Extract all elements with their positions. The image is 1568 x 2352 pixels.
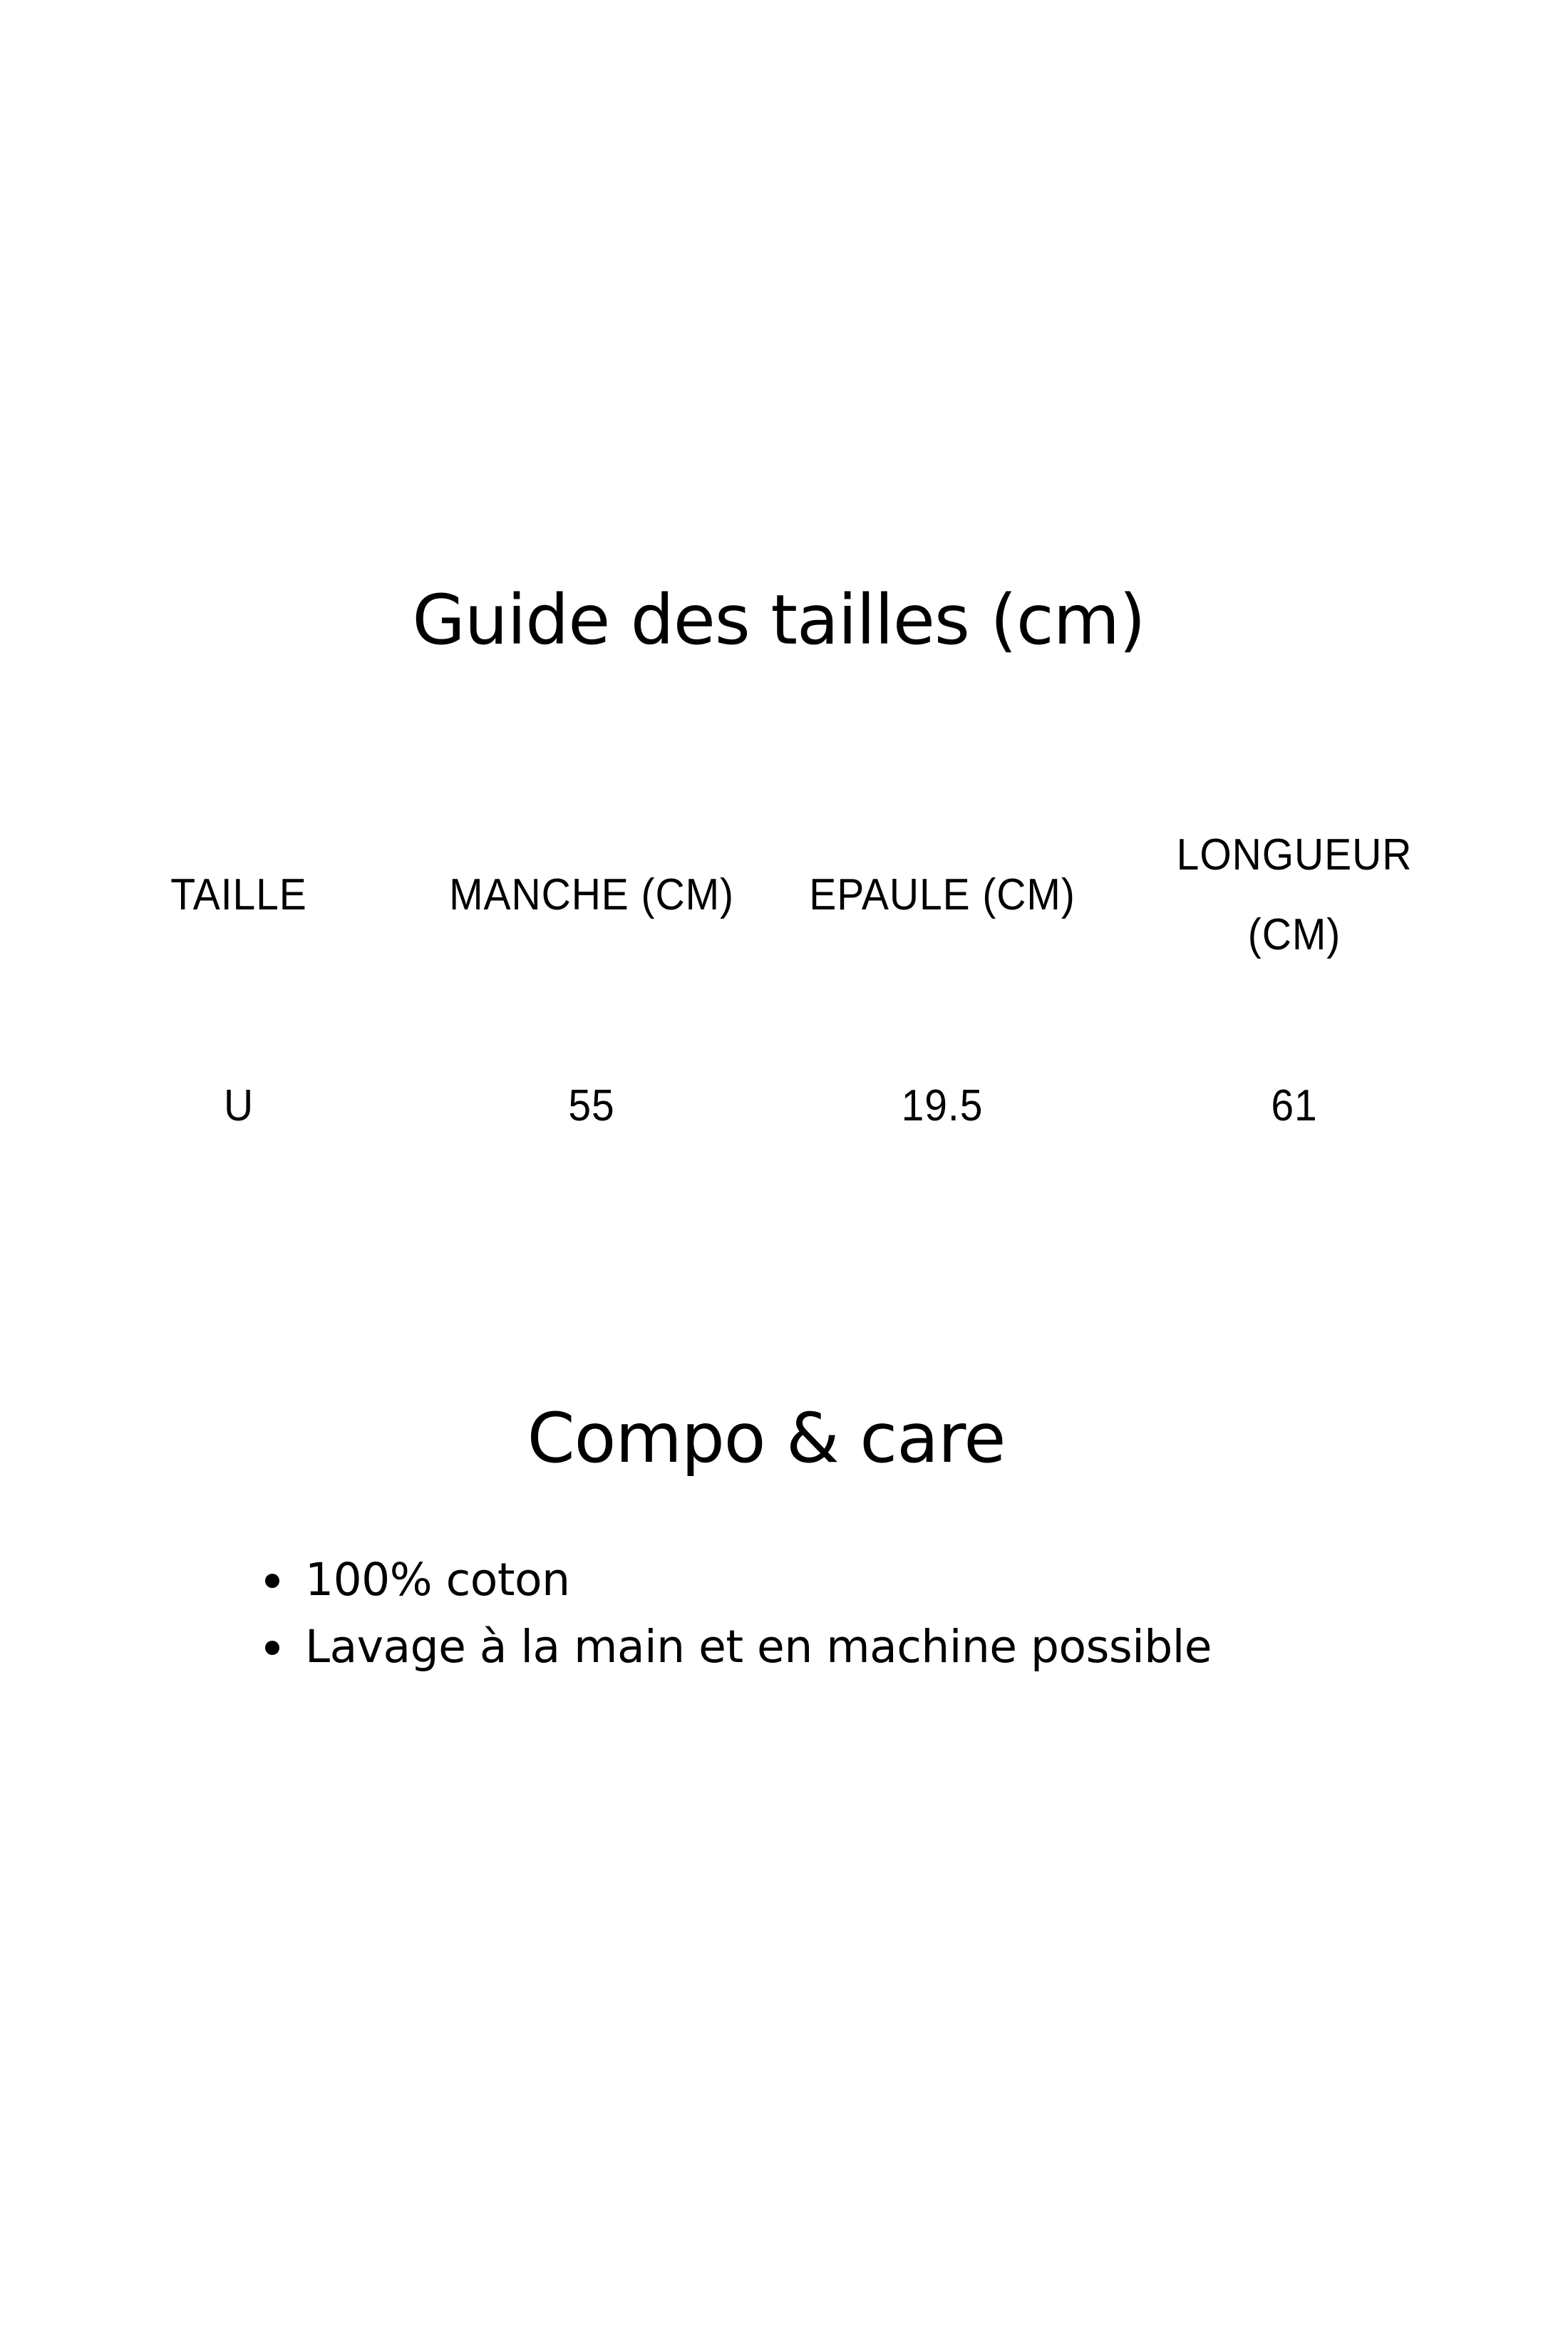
care-list <box>257 1547 1212 1681</box>
header-manche: MANCHE (CM) <box>449 870 734 919</box>
value-taille: U <box>223 1081 254 1130</box>
care-item <box>257 1614 1212 1681</box>
header-longueur-line1: LONGUEUR <box>1176 830 1413 880</box>
care-item-text: 100% coton <box>305 1554 570 1606</box>
header-taille: TAILLE <box>170 870 307 919</box>
bullet-icon <box>265 1641 279 1655</box>
header-epaule: EPAULE (CM) <box>809 870 1076 919</box>
care-item-text: Lavage à la main et en machine possible <box>305 1621 1212 1673</box>
care-title: Compo & care <box>527 1398 1006 1478</box>
care-item <box>257 1547 1212 1614</box>
value-epaule: 19.5 <box>901 1081 984 1130</box>
value-longueur: 61 <box>1271 1081 1318 1130</box>
header-longueur <box>1137 815 1452 975</box>
bullet-icon <box>265 1574 279 1588</box>
header-longueur-line2: (CM) <box>1247 910 1341 959</box>
size-guide-title: Guide des tailles (cm) <box>412 580 1145 660</box>
value-manche: 55 <box>568 1081 615 1130</box>
